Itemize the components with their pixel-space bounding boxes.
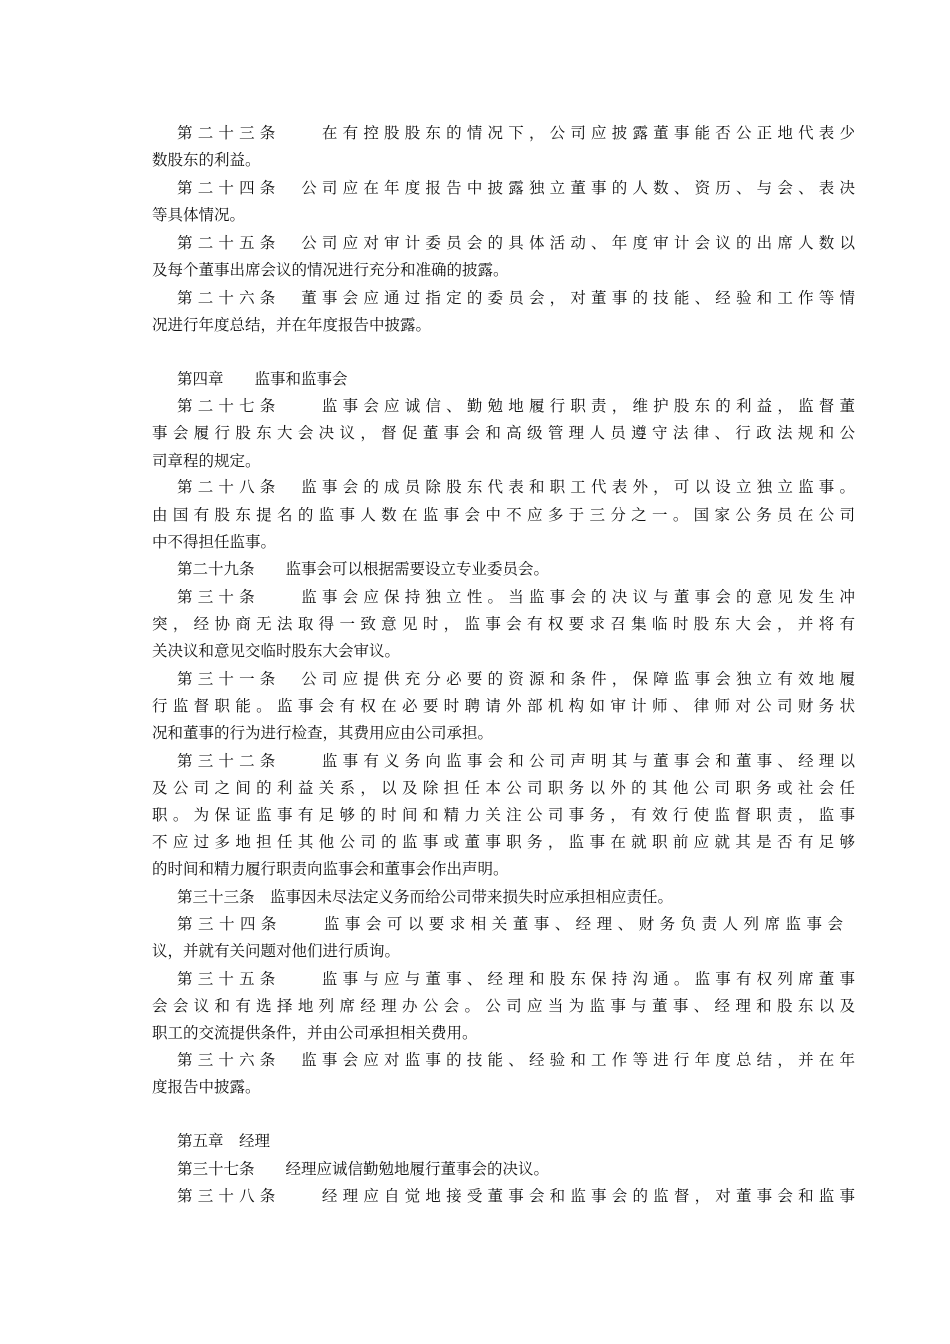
text-line: 职。为保证监事有足够的时间和精力关注公司事务，有效行使监督职责，监事 (152, 806, 855, 824)
text-line: 第二十九条 监事会可以根据需要设立专业委员会。 (177, 560, 550, 578)
text-line: 中不得担任监事。 (152, 533, 277, 551)
text-line: 司章程的规定。 (152, 452, 261, 470)
text-line: 第三十三条 监事因未尽法定义务而给公司带来损失时应承担相应责任。 (177, 888, 674, 906)
text-line: 第二十八条 监事会的成员除股东代表和职工代表外，可以设立独立监事。 (177, 478, 855, 496)
text-line: 及每个董事出席会议的情况进行充分和准确的披露。 (152, 261, 509, 279)
text-line: 第二十五条 公司应对审计委员会的具体活动、年度审计会议的出席人数以 (177, 234, 855, 252)
text-line: 数股东的利益。 (152, 151, 261, 169)
text-line: 第三十一条 公司应提供充分必要的资源和条件，保障监事会独立有效地履 (177, 670, 855, 688)
text-line: 度报告中披露。 (152, 1078, 261, 1096)
text-line: 由国有股东提名的监事人数在监事会中不应多于三分之一。国家公务员在公司 (152, 506, 855, 524)
text-line: 第二十六条 董事会应通过指定的委员会，对董事的技能、经验和工作等情 (177, 289, 855, 307)
text-line: 第三十七条 经理应诚信勤勉地履行董事会的决议。 (177, 1160, 550, 1178)
text-line: 第二十三条 在有控股股东的情况下，公司应披露董事能否公正地代表少 (177, 124, 855, 142)
text-line: 及公司之间的利益关系，以及除担任本公司职务以外的其他公司职务或社会任 (152, 779, 855, 797)
text-line: 职工的交流提供条件，并由公司承担相关费用。 (152, 1024, 478, 1042)
text-line: 不应过多地担任其他公司的监事或董事职务，监事在就职前应就其是否有足够 (152, 833, 855, 851)
text-line: 第三十八条 经理应自觉地接受董事会和监事会的监督，对董事会和监事 (177, 1187, 855, 1205)
text-line: 议，并就有关问题对他们进行质询。 (152, 942, 401, 960)
text-line: 第三十五条 监事与应与董事、经理和股东保持沟通。监事有权列席董事 (177, 970, 855, 988)
text-line: 第三十四条 监事会可以要求相关董事、经理、财务负责人列席监事会 (177, 915, 843, 933)
text-line: 第三十六条 监事会应对监事的技能、经验和工作等进行年度总结，并在年 (177, 1051, 855, 1069)
text-line: 况进行年度总结，并在年度报告中披露。 (152, 316, 432, 334)
chapter-heading: 第五章 经理 (177, 1132, 271, 1150)
text-line: 第三十二条 监事有义务向监事会和公司声明其与董事会和董事、经理以 (177, 752, 855, 770)
chapter-heading: 第四章 监事和监事会 (177, 370, 348, 388)
text-line: 第二十七条 监事会应诚信、勤勉地履行职责，维护股东的利益，监督董 (177, 397, 855, 415)
text-line: 会会议和有选择地列席经理办公会。公司应当为监事与董事、经理和股东以及 (152, 997, 855, 1015)
text-line: 况和董事的行为进行检查，其费用应由公司承担。 (152, 724, 494, 742)
text-line: 第三十条 监事会应保持独立性。当监事会的决议与董事会的意见发生冲 (177, 588, 855, 606)
text-line: 突，经协商无法取得一致意见时，监事会有权要求召集临时股东大会，并将有 (152, 615, 855, 633)
text-line: 等具体情况。 (152, 206, 246, 224)
text-line: 的时间和精力履行职责向监事会和董事会作出声明。 (152, 860, 509, 878)
text-line: 事会履行股东大会决议，督促董事会和高级管理人员遵守法律、行政法规和公 (152, 424, 855, 442)
text-line: 关决议和意见交临时股东大会审议。 (152, 642, 401, 660)
text-line: 行监督职能。监事会有权在必要时聘请外部机构如审计师、律师对公司财务状 (152, 697, 855, 715)
text-line: 第二十四条 公司应在年度报告中披露独立董事的人数、资历、与会、表决 (177, 179, 855, 197)
